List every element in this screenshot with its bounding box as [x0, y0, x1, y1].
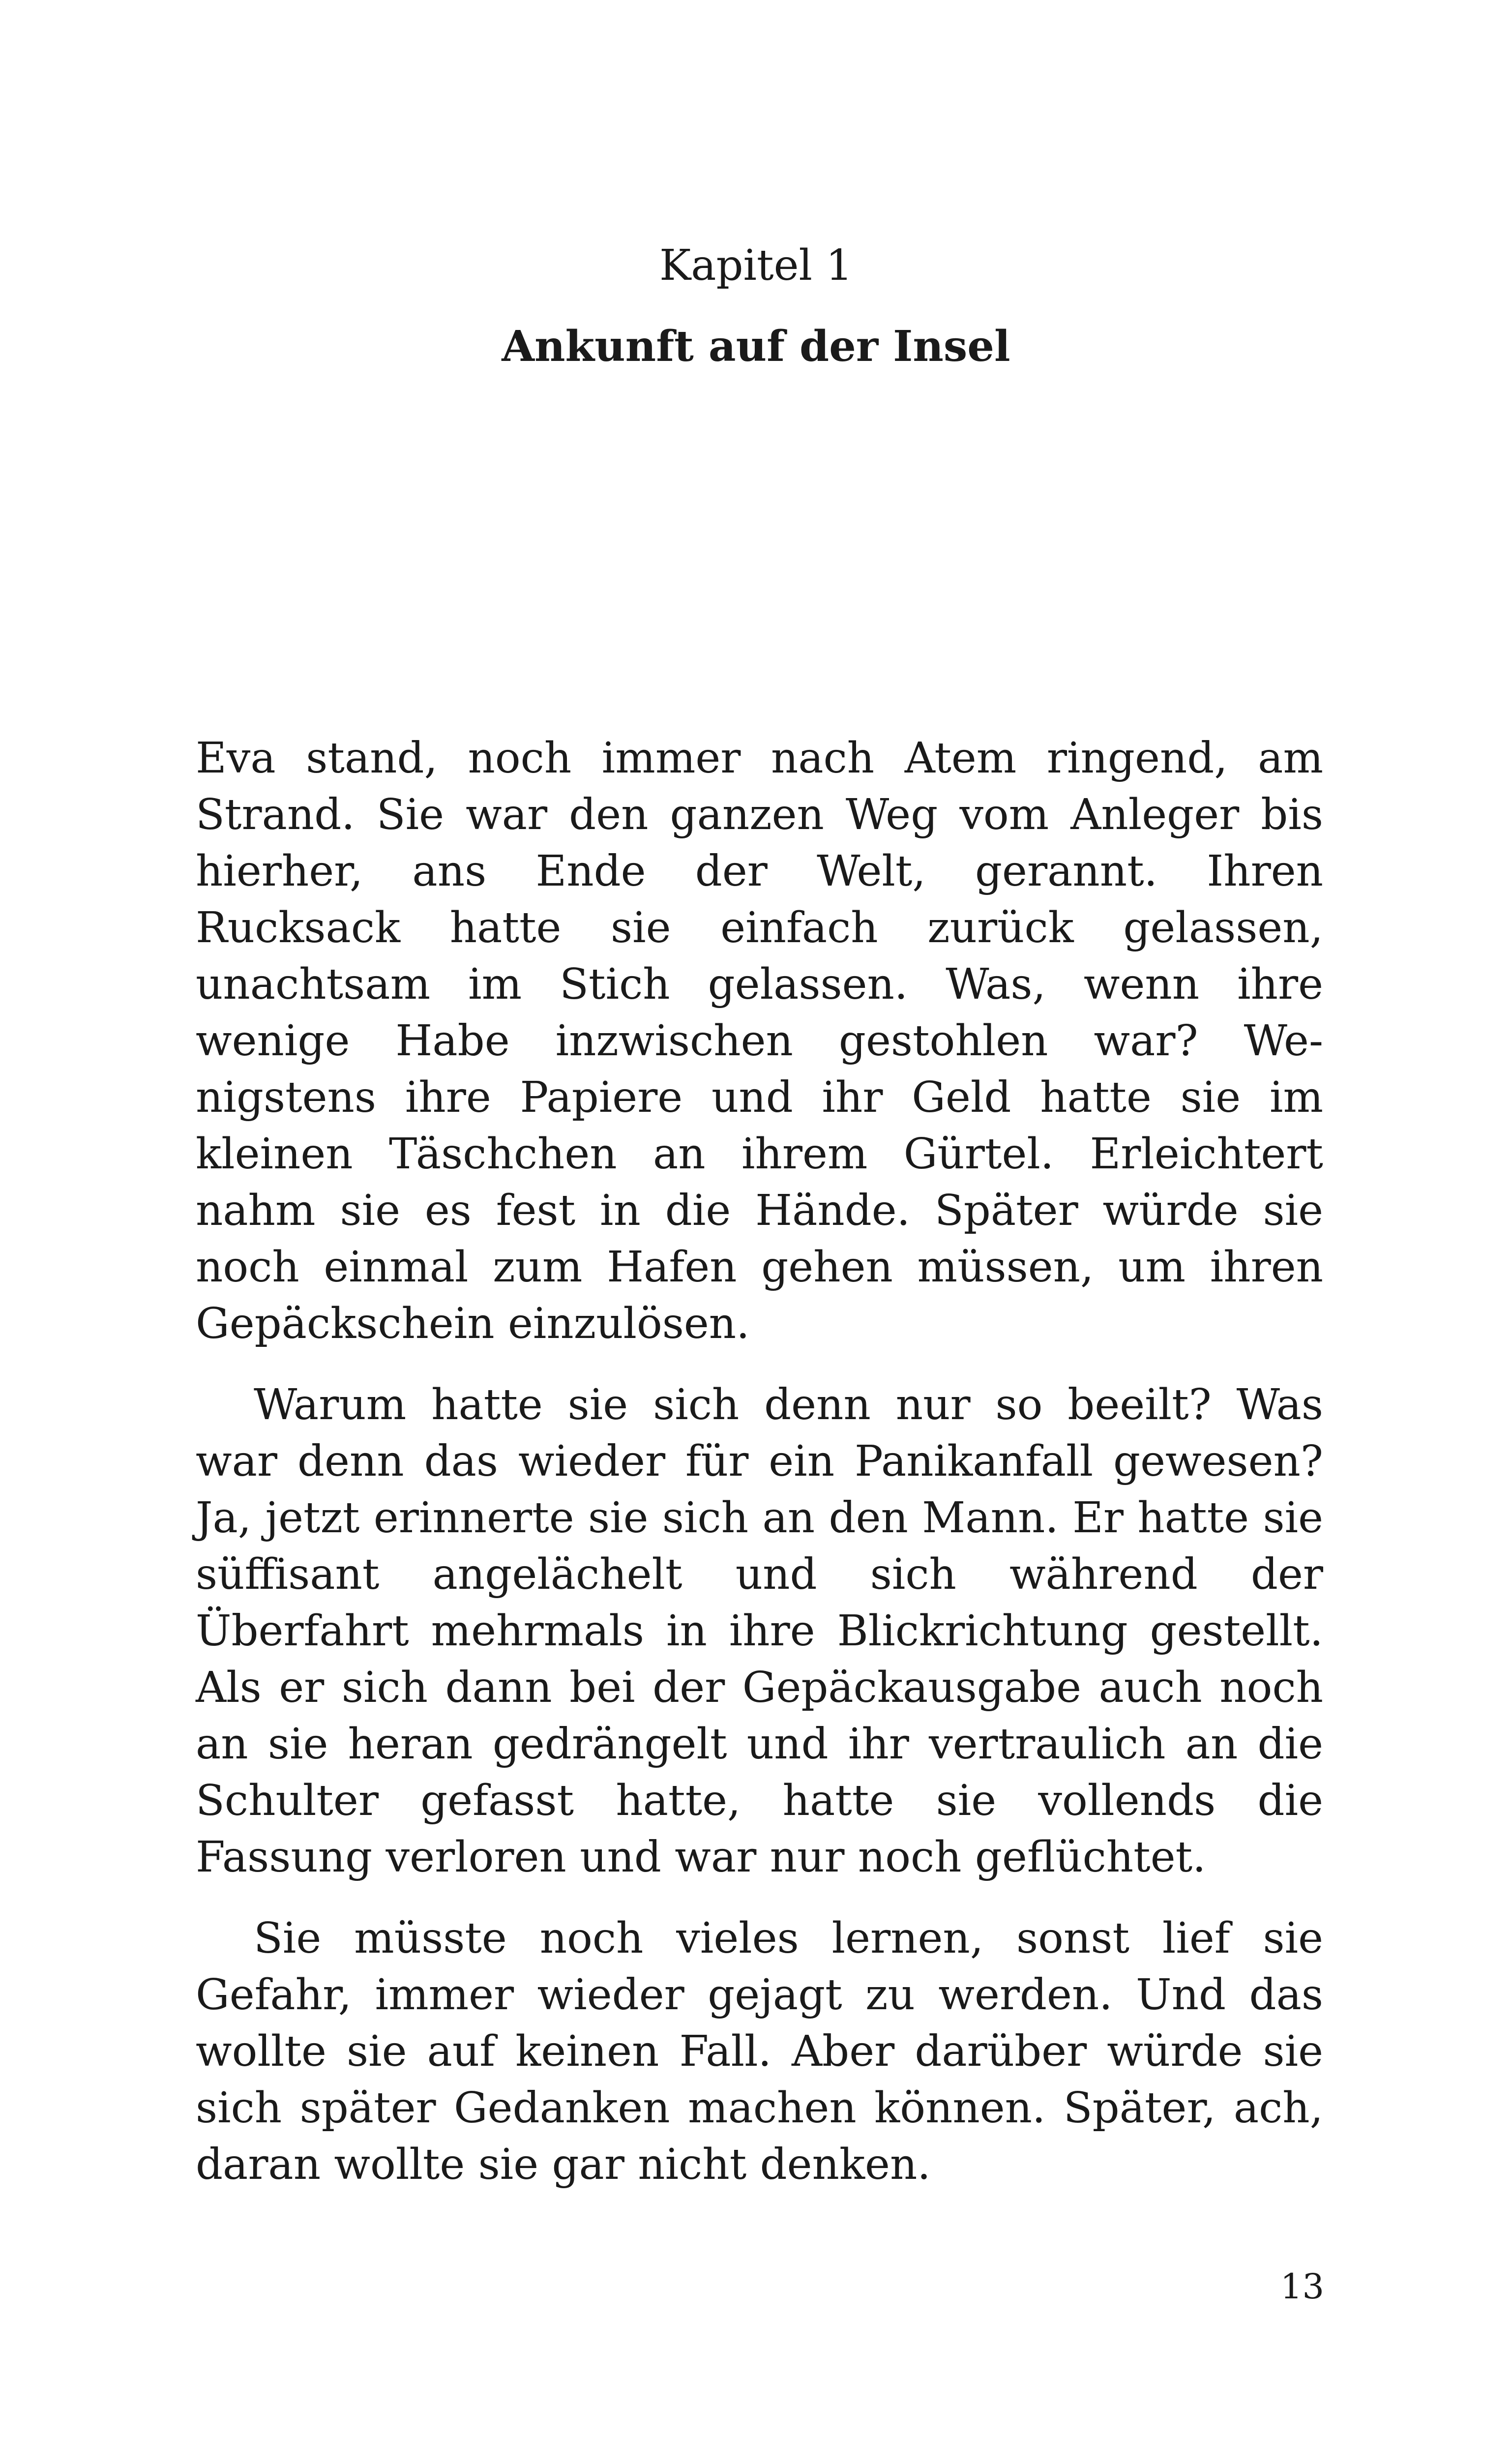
paragraph-1: Eva stand, noch immer nach Atem ringend, am Strand. Sie war den ganzen Weg vom Anleger bis hierher, ans Ende der Welt, gerannt. Ihren Rucksack hatte sie einfach zurück gelassen, unachtsam im Stich gelassen. Was, wenn ihre wenige Habe inzwischen gestohlen war? Wenigstens ihre Papiere und ihr Geld hatte sie im kleinen Täschchen an ihrem Gürtel. Erleichtert nahm sie es fest in die Hände. Später würde sie noch einmal zum Hafen gehen müssen, um ihren Gepäckschein einzulösen.: [196, 734, 1323, 1348]
chapter-label: Kapitel 1: [659, 241, 853, 290]
chapter-title: Ankunft auf der Insel: [502, 322, 1010, 371]
chapter-body: [196, 730, 1323, 2218]
page-number: 13: [1280, 2266, 1324, 2307]
paragraph-3: Sie müsste noch vieles lernen, sonst lief sie Gefahr, immer wieder gejagt zu werden. Und das wollte sie auf keinen Fall. Aber darüber würde sie sich später Gedanken machen können. Später, ach, daran wollte sie gar nicht denken.: [196, 1914, 1323, 2189]
paragraph-2: Warum hatte sie sich denn nur so beeilt? Was war denn das wieder für ein Panikanfall gewesen? Ja, jetzt erinnerte sie sich an den Mann. Er hatte sie süffisant angelächelt und sich während der Überfahrt mehrmals in ihre Blickrichtung gestellt. Als er sich dann bei der Gepäckausgabe auch noch an sie heran gedrängelt und ihr vertraulich an die Schulter gefasst hatte, hatte sie vollends die Fassung verloren und war nur noch geflüchtet.: [196, 1380, 1323, 1882]
